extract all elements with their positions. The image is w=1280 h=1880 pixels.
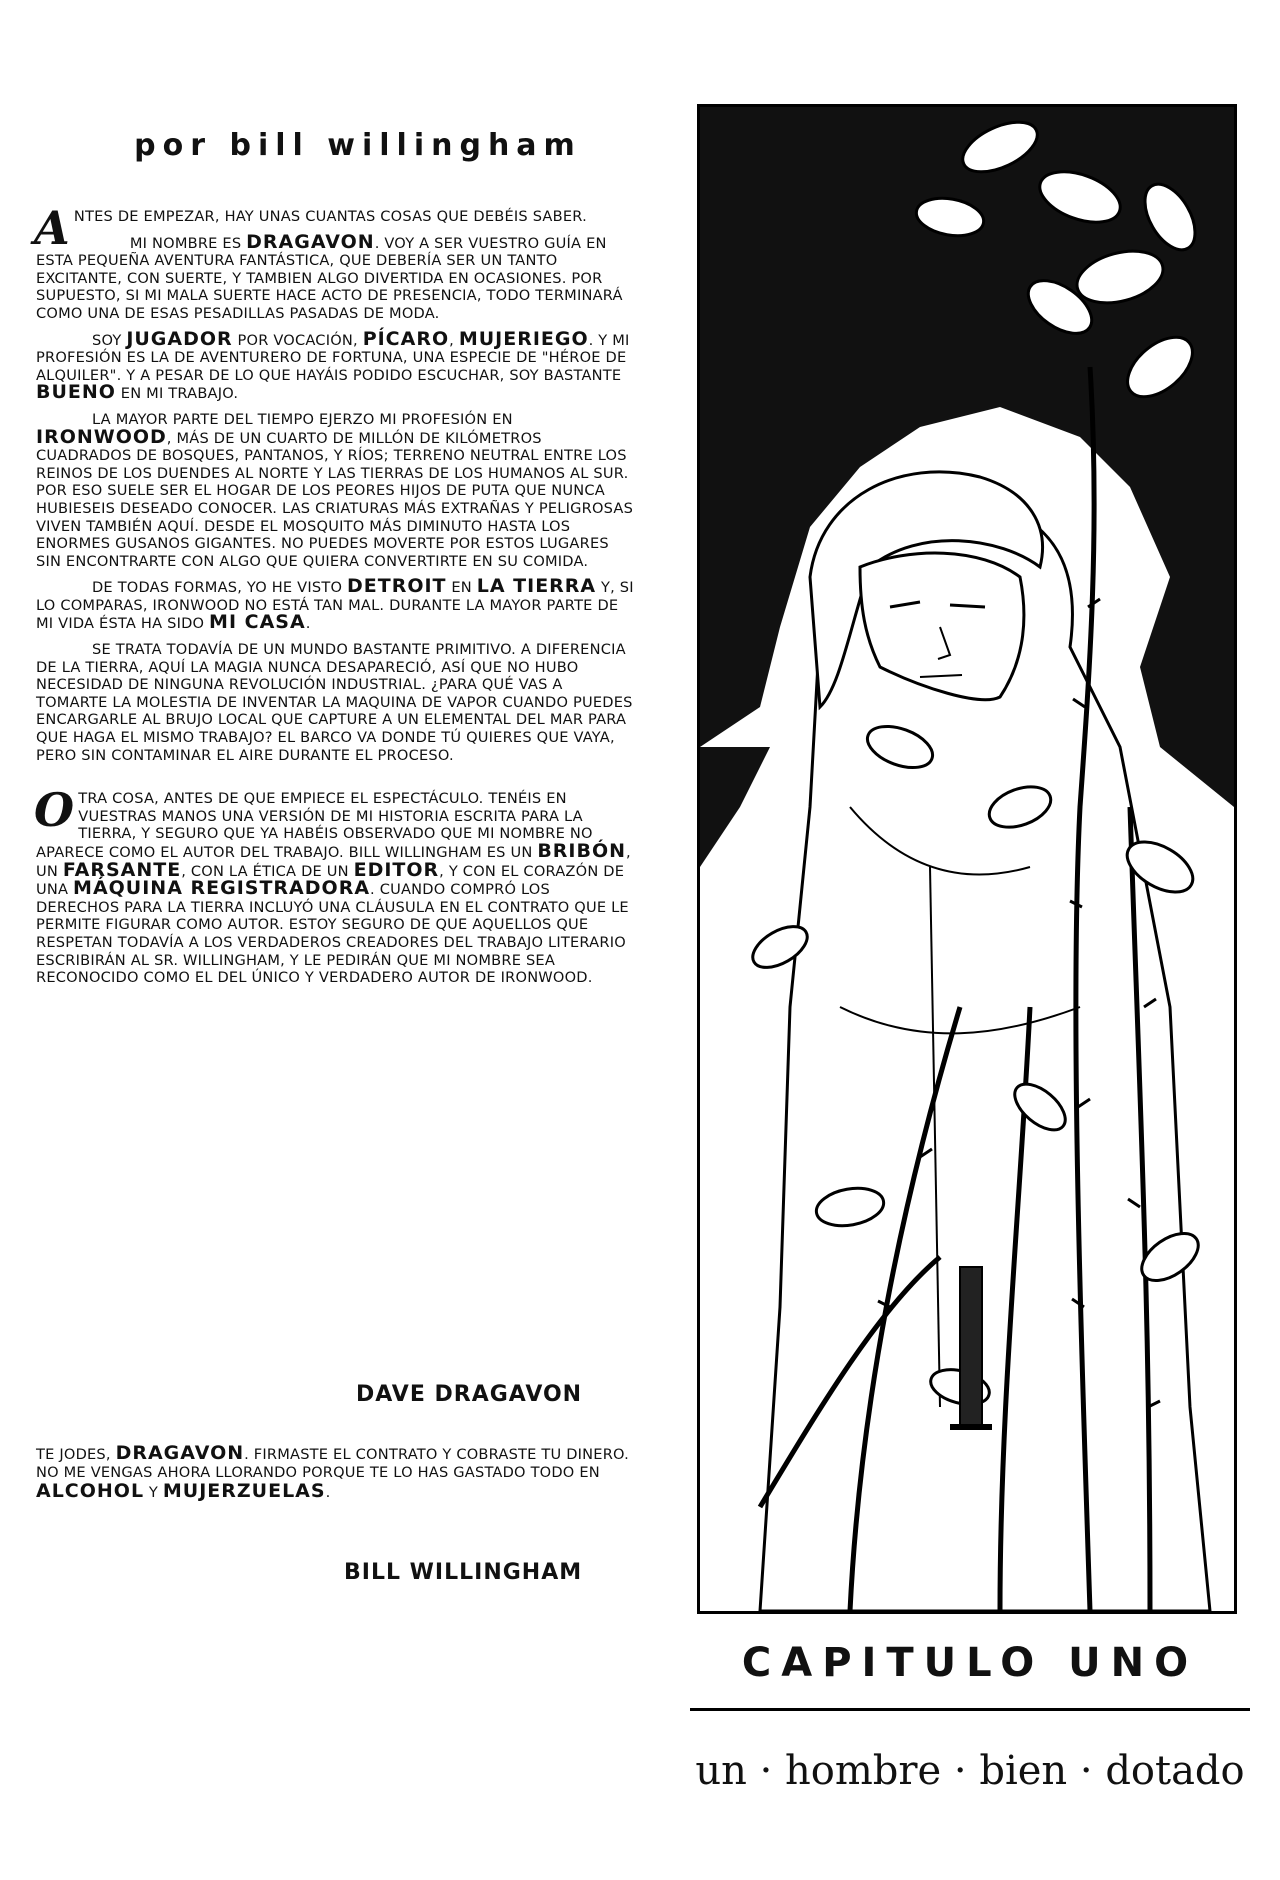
- illustration-panel: [697, 104, 1237, 1614]
- paragraph: SE TRATA TODAVÍA DE UN MUNDO BASTANTE PRIMITIVO. A DIFERENCIA DE LA TIERRA, AQUÍ LA MAGIA NUNCA DESAPARECIÓ, ASÍ QUE NO HUBO NECESIDAD DE NINGUNA REVOLUCIÓN INDUSTRIAL. ¿PARA QUÉ VAS A TOMARTE LA MOLESTIA DE INVENTAR LA MAQUINA DE VAPOR CUANDO PUEDES ENCARGARLE AL BRUJO LOCAL QUE CAPTURE A UN ELEMENTAL DEL MAR PARA QUE HAGA EL MISMO TRABAJO? EL BARCO VA DONDE TÚ QUIERES QUE VAYA, PERO SIN CONTAMINAR EL AIRE DURANTE EL PROCESO.: [36, 641, 633, 764]
- paragraph: MI NOMBRE ES DRAGAVON. VOY A SER VUESTRO GUÍA EN ESTA PEQUEÑA AVENTURA FANTÁSTICA, QUE DEBERÍA SER UN TANTO EXCITANTE, CON SUERTE, Y TAMBIEN ALGO DIVERTIDA EN OCASIONES. POR SUPUESTO, SI MI MALA SUERTE HACE ACTO DE PRESENCIA, TODO TERMINARÁ COMO UNA DE ESAS PESADILLAS PASADAS DE MODA.: [36, 230, 623, 322]
- byline: por bill willingham: [134, 128, 582, 163]
- paragraph: ANTES DE EMPEZAR, HAY UNAS CUANTAS COSAS QUE DEBÉIS SABER.: [34, 201, 587, 255]
- reply-text: TE JODES, DRAGAVON. FIRMASTE EL CONTRATO Y COBRASTE TU DINERO. NO ME VENGAS AHORA LLORANDO PORQUE TE LO HAS GASTADO TODO EN ALCOHOL Y MUJERZUELAS.: [36, 1442, 629, 1502]
- paragraph: SOY JUGADOR POR VOCACIÓN, PÍCARO, MUJERIEGO. Y MI PROFESIÓN ES LA DE AVENTURERO DE FORTUNA, UNA ESPECIE DE "HÉROE DE ALQUILER". Y A PESAR DE LO QUE HAYÁIS PODIDO ESCUCHAR, SOY BASTANTE BUENO EN MI TRABAJO.: [36, 327, 630, 404]
- signature-dave: DAVE DRAGAVON: [356, 1382, 583, 1407]
- paragraph: LA MAYOR PARTE DEL TIEMPO EJERZO MI PROFESIÓN EN IRONWOOD, MÁS DE UN CUARTO DE MILLÓN DE KILÓMETROS CUADRADOS DE BOSQUES, PANTANOS, Y RÍOS; TERRENO NEUTRAL ENTRE LOS REINOS DE LOS DUENDES AL NORTE Y LAS TIERRAS DE LOS HUMANOS AL SUR. POR ESO SUELE SER EL HOGAR DE LOS PEORES HIJOS DE PUTA QUE NUNCA HUBIESEIS DESEADO CONOCER. LAS CRIATURAS MÁS EXTRAÑAS Y PELIGROSAS VIVEN TAMBIÉN AQUÍ. DESDE EL MOSQUITO MÁS DIMINUTO HASTA LOS ENORMES GUSANOS GIGANTES. NO PUEDES MOVERTE POR ESTOS LUGARES SIN ENCONTRARTE CON ALGO QUE QUIERA CONVERTIRTE EN SU COMIDA.: [36, 410, 634, 570]
- chapter-title: CAPITULO UNO: [741, 1640, 1199, 1686]
- intro-text: [34, 201, 636, 995]
- chapter-divider: [690, 1708, 1250, 1711]
- signature-bill: BILL WILLINGHAM: [344, 1560, 583, 1585]
- paragraph: OTRA COSA, ANTES DE QUE EMPIECE EL ESPECTÁCULO. TENÉIS EN VUESTRAS MANOS UNA VERSIÓN DE MI HISTORIA ESCRITA PARA LA TIERRA, Y SEGURO QUE YA HABÉIS OBSERVADO QUE MI NOMBRE NO APARECE COMO EL AUTOR DEL TRABAJO. BILL WILLINGHAM ES UN BRIBÓN, UN FARSANTE, CON LA ÉTICA DE UN EDITOR, Y CON EL CORAZÓN DE UNA MÁQUINA REGISTRADORA. CUANDO COMPRÓ LOS DERECHOS PARA LA TIERRA INCLUYÓ UNA CLÁUSULA EN EL CONTRATO QUE LE PERMITE FIGURAR COMO AUTOR. ESTOY SEGURO DE QUE AQUELLOS QUE RESPETAN TODAVÍA A LOS VERDADEROS CREADORES DEL TRABAJO LITERARIO ESCRIBIRÁN AL SR. WILLINGHAM, Y LE PEDIRÁN QUE MI NOMBRE SEA RECONOCIDO COMO EL DEL ÚNICO Y VERDADERO AUTOR DE IRONWOOD.: [34, 783, 631, 987]
- paragraph: DE TODAS FORMAS, YO HE VISTO DETROIT EN LA TIERRA Y, SI LO COMPARAS, IRONWOOD NO ESTÁ TAN MAL. DURANTE LA MAYOR PARTE DE MI VIDA ÉSTA HA SIDO MI CASA.: [36, 575, 634, 634]
- illustration-figure-in-forest: [700, 107, 1234, 1611]
- drop-cap: A: [34, 201, 70, 255]
- chapter-subtitle: un · hombre · bien · dotado: [695, 1748, 1245, 1794]
- drop-cap: O: [34, 783, 75, 838]
